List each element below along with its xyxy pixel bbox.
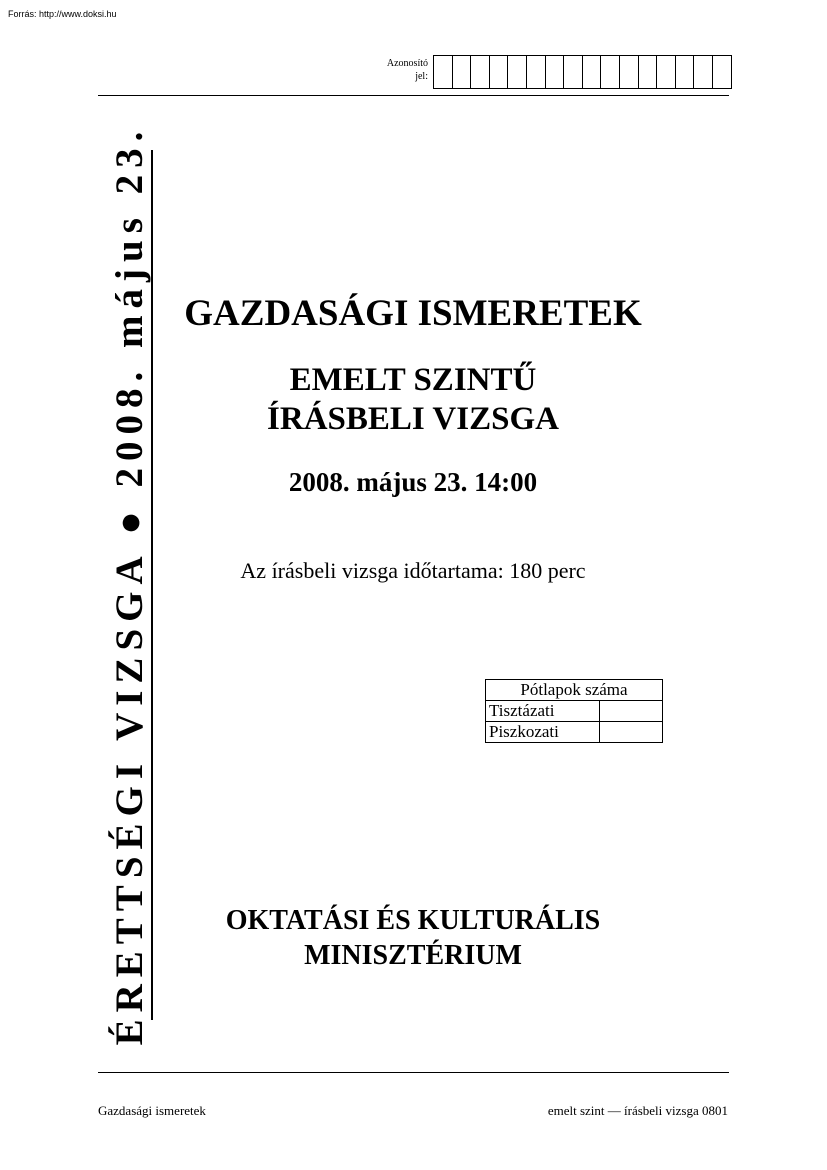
id-code-cell[interactable] bbox=[639, 56, 658, 88]
supp-value-draft[interactable] bbox=[599, 722, 662, 743]
supp-header: Pótlapok száma bbox=[486, 680, 663, 701]
table-row bbox=[486, 722, 663, 743]
id-field-label bbox=[360, 57, 428, 83]
spine-rule bbox=[151, 150, 153, 1020]
id-code-cell[interactable] bbox=[694, 56, 713, 88]
table-row bbox=[486, 701, 663, 722]
id-code-cell[interactable] bbox=[620, 56, 639, 88]
id-code-cell[interactable] bbox=[434, 56, 453, 88]
id-code-cell[interactable] bbox=[490, 56, 509, 88]
id-code-cell[interactable] bbox=[657, 56, 676, 88]
footer-exam-code: emelt szint — írásbeli vizsga 0801 bbox=[547, 1103, 728, 1118]
supp-label-draft: Piszkozati bbox=[486, 722, 600, 743]
id-code-cell[interactable] bbox=[471, 56, 490, 88]
id-code-cell[interactable] bbox=[583, 56, 602, 88]
ministry-line2: MINISZTÉRIUM bbox=[304, 940, 522, 971]
level-line2: ÍRÁSBELI VIZSGA bbox=[267, 401, 559, 437]
id-code-cell[interactable] bbox=[527, 56, 546, 88]
id-code-cell[interactable] bbox=[601, 56, 620, 88]
id-code-cell[interactable] bbox=[546, 56, 565, 88]
footer-rule bbox=[98, 1072, 729, 1073]
id-code-cell[interactable] bbox=[508, 56, 527, 88]
subject-title: GAZDASÁGI ISMERETEK bbox=[184, 293, 642, 334]
exam-duration: Az írásbeli vizsga időtartama: 180 perc bbox=[240, 558, 586, 583]
supplementary-sheets-table bbox=[485, 679, 663, 743]
id-code-cell[interactable] bbox=[453, 56, 472, 88]
spine-text: ÉRETTSÉGI VIZSGA ● 2008. május 23. bbox=[108, 124, 151, 1046]
id-code-boxes[interactable] bbox=[433, 55, 732, 89]
spine-banner bbox=[80, 124, 180, 1046]
ministry-line1: OKTATÁSI ÉS KULTURÁLIS bbox=[225, 905, 601, 936]
level-line1: EMELT SZINTŰ bbox=[289, 362, 537, 398]
source-url[interactable]: Forrás: http://www.doksi.hu bbox=[8, 9, 117, 19]
id-code-cell[interactable] bbox=[564, 56, 583, 88]
exam-datetime: 2008. május 23. 14:00 bbox=[288, 467, 538, 497]
footer-subject: Gazdasági ismeretek bbox=[98, 1103, 206, 1118]
id-label-line1: Azonosító bbox=[386, 58, 428, 69]
header-rule bbox=[98, 95, 729, 96]
id-code-cell[interactable] bbox=[713, 56, 732, 88]
supp-label-clean: Tisztázati bbox=[486, 701, 600, 722]
id-code-cell[interactable] bbox=[676, 56, 695, 88]
id-label-line2: jel: bbox=[415, 71, 428, 82]
supp-value-clean[interactable] bbox=[599, 701, 662, 722]
